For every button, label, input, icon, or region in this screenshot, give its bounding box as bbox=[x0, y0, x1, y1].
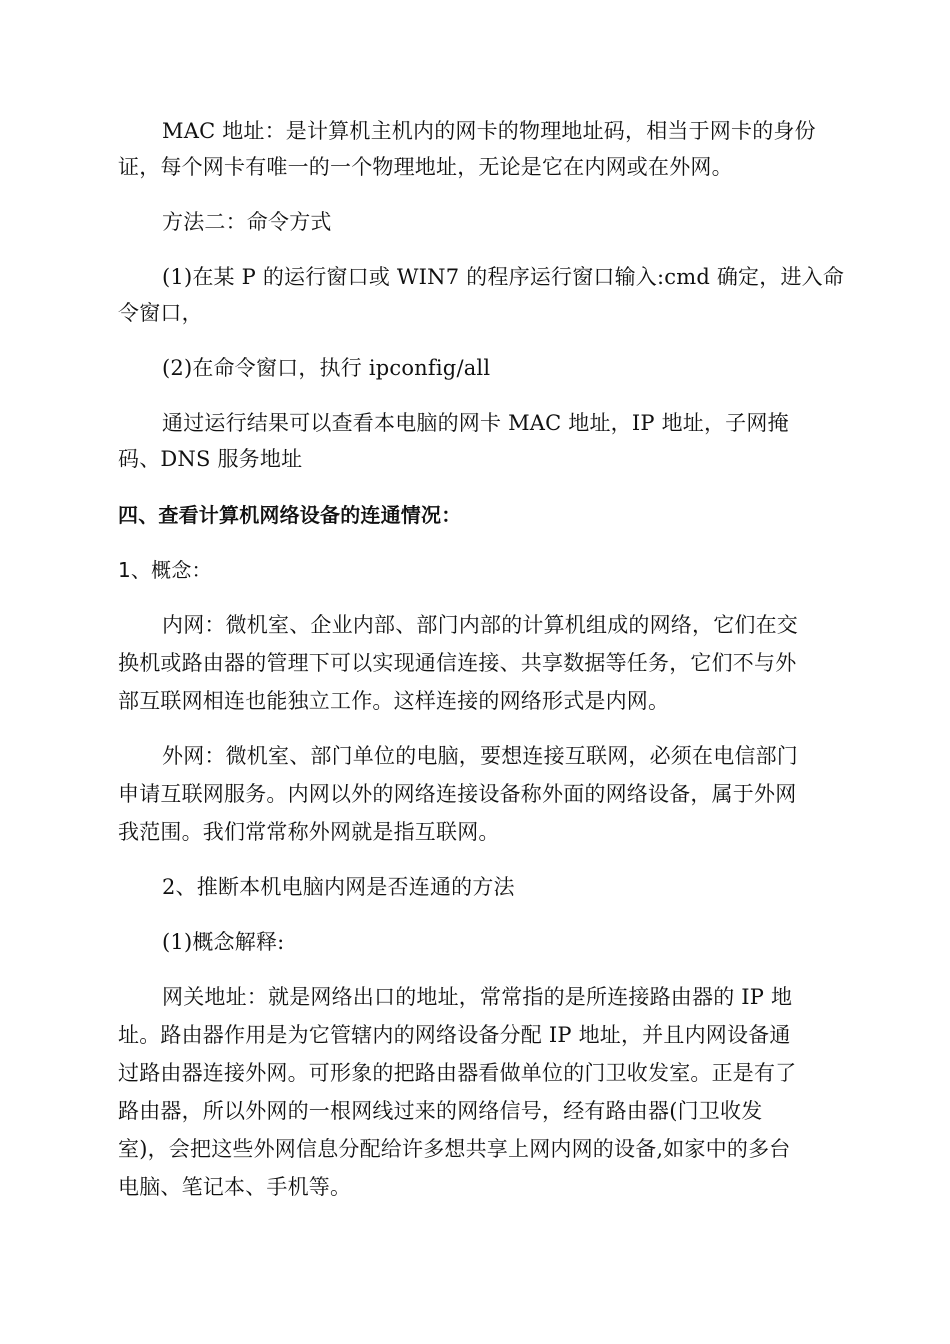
extranet-paragraph-line-1: 外网：微机室、部门单位的电脑，要想连接互联网，必须在电信部门 bbox=[162, 744, 798, 768]
step-one-line-2: 令窗口， bbox=[118, 301, 203, 325]
intranet-paragraph-line-1: 内网：微机室、企业内部、部门内部的计算机组成的网络，它们在交 bbox=[162, 613, 798, 637]
method-two-title: 方法二：命令方式 bbox=[162, 210, 332, 234]
extranet-paragraph-line-3: 我范围。我们常常称外网就是指互联网。 bbox=[118, 820, 500, 844]
method-heading: 2、推断本机电脑内网是否连通的方法 bbox=[162, 875, 515, 899]
gateway-paragraph-line-4: 路由器，所以外网的一根网线过来的网络信号，经有路由器(门卫收发 bbox=[118, 1099, 763, 1123]
result-paragraph-line-2: 码、DNS 服务地址 bbox=[118, 447, 303, 471]
concept-heading: 1、概念： bbox=[118, 558, 212, 582]
gateway-paragraph-line-3: 过路由器连接外网。可形象的把路由器看做单位的门卫收发室。正是有了 bbox=[118, 1061, 797, 1085]
step-one-line-1: (1)在某 P 的运行窗口或 WIN7 的程序运行窗口输入:cmd 确定，进入命 bbox=[162, 265, 845, 289]
gateway-paragraph-line-2: 址。路由器作用是为它管辖内的网络设备分配 IP 地址，并且内网设备通 bbox=[118, 1023, 791, 1047]
gateway-paragraph-line-5: 室)，会把这些外网信息分配给许多想共享上网内网的设备,如家中的多台 bbox=[118, 1137, 791, 1161]
step-two-line: (2)在命令窗口，执行 ipconfig/all bbox=[162, 356, 491, 380]
result-paragraph-line-1: 通过运行结果可以查看本电脑的网卡 MAC 地址，IP 地址，子网掩 bbox=[162, 411, 789, 435]
intranet-paragraph-line-3: 部互联网相连也能独立工作。这样连接的网络形式是内网。 bbox=[118, 689, 670, 713]
intranet-paragraph-line-2: 换机或路由器的管理下可以实现通信连接、共享数据等任务，它们不与外 bbox=[118, 651, 797, 675]
mac-paragraph-line-1: MAC 地址：是计算机主机内的网卡的物理地址码，相当于网卡的身份 bbox=[162, 119, 816, 143]
section-four-heading: 四、查看计算机网络设备的连通情况： bbox=[118, 503, 462, 527]
concept-explain-heading: (1)概念解释: bbox=[162, 930, 285, 954]
gateway-paragraph-line-1: 网关地址：就是网络出口的地址，常常指的是所连接路由器的 IP 地 bbox=[162, 985, 793, 1009]
gateway-paragraph-line-6: 电脑、笔记本、手机等。 bbox=[118, 1175, 352, 1199]
mac-paragraph-line-2: 证，每个网卡有唯一的一个物理地址，无论是它在内网或在外网。 bbox=[118, 155, 733, 179]
extranet-paragraph-line-2: 申请互联网服务。内网以外的网络连接设备称外面的网络设备，属于外网 bbox=[118, 782, 797, 806]
